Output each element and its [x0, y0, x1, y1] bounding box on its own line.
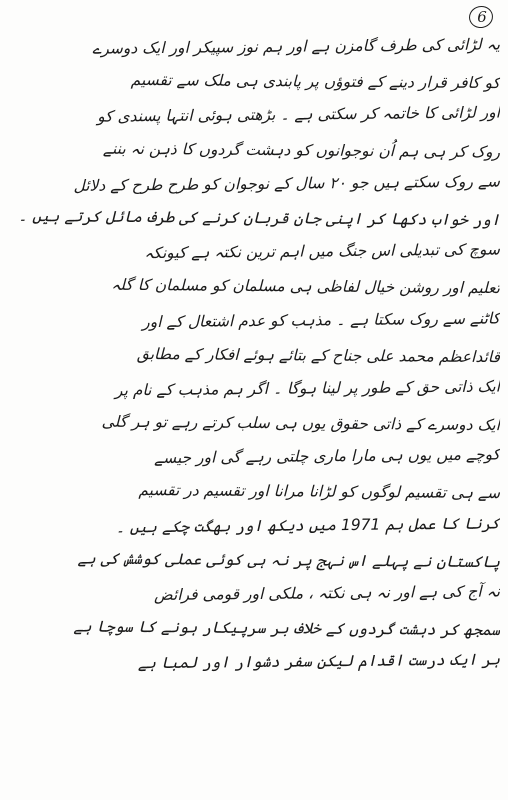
- text-line: یہ لڑائی کی طرف گامزن ہے اور ہم نوز سپیکر اور ایک دوسرے: [92, 35, 501, 58]
- text-line: تعلیم اور روشن خیال لفاظی ہی مسلمان کو مسلمان کا گلہ: [111, 276, 501, 298]
- text-line: کوچے میں یوں ہی مارا ماری چلتی رہے گی اور جیسے: [153, 445, 501, 468]
- text-line: سے روک سکتے ہیں جو ۲۰ سال کے نوجوان کو طرح طرح کے دلائل: [73, 172, 501, 195]
- text-line: سے ہی تقسیم لوگوں کو لڑانا مرانا اور تقسیم در تقسیم: [138, 481, 501, 503]
- text-line: سوچ کی تبدیلی اس جنگ میں اہم ترین نکتہ ہے کیونکہ: [144, 240, 501, 263]
- text-line: روک کر ہی ہم اُن نوجوانوں کو دہشت گردوں کا ذہن نہ بننے: [102, 139, 501, 161]
- text-line: اور خواب دکھا کر اپنی جان قربان کرنے کی طرف مائل کرتے ہیں ۔: [18, 206, 501, 230]
- text-line: اور لڑائی کا خاتمہ کر سکتی ہے ۔ بڑھتی ہوئی انتہا پسندی کو: [97, 103, 501, 127]
- text-line: کرنا کا عمل ہم 1971 میں دیکھ اور بھگت چکے ہیں ۔: [115, 514, 501, 537]
- text-line: ہر ایک درست اقدام لیکن سفر دشوار اور لمبا ہے: [137, 650, 501, 673]
- page-number: 6: [477, 8, 487, 26]
- text-line: کو کافر قرار دینے کے فتوؤں پر پابندی ہی ملک سے تقسیم: [130, 71, 501, 93]
- text-line: کاٹنے سے روک سکتا ہے ۔ مذہب کو عدم اشتعال کے اور: [142, 308, 501, 331]
- text-line: ایک دوسرے کے ذاتی حقوق یوں ہی سلب کرتے رہے تو ہر گلی: [101, 412, 501, 435]
- text-line: پاکستان نے پہلے اس نہج پر نہ ہی کوئی عملی کوشش کی ہے: [77, 549, 501, 571]
- text-line: قائداعظم محمد علی جناح کے بتائے ہوئے افکار کے مطابق: [136, 344, 501, 366]
- handwritten-text-body: [10, 30, 500, 680]
- text-line: نہ آج کی ہے اور نہ ہی نکتہ ، ملکی اور قومی فرائض: [153, 582, 501, 605]
- text-line: ایک ذاتی حق کے طور پر لینا ہوگا ۔ اگر ہم مذہب کے نام پر: [114, 377, 501, 400]
- text-line: سمجھ کر دہشت گردوں کے خلاف بر سرپیکار ہونے کا سوچا ہے: [73, 617, 501, 640]
